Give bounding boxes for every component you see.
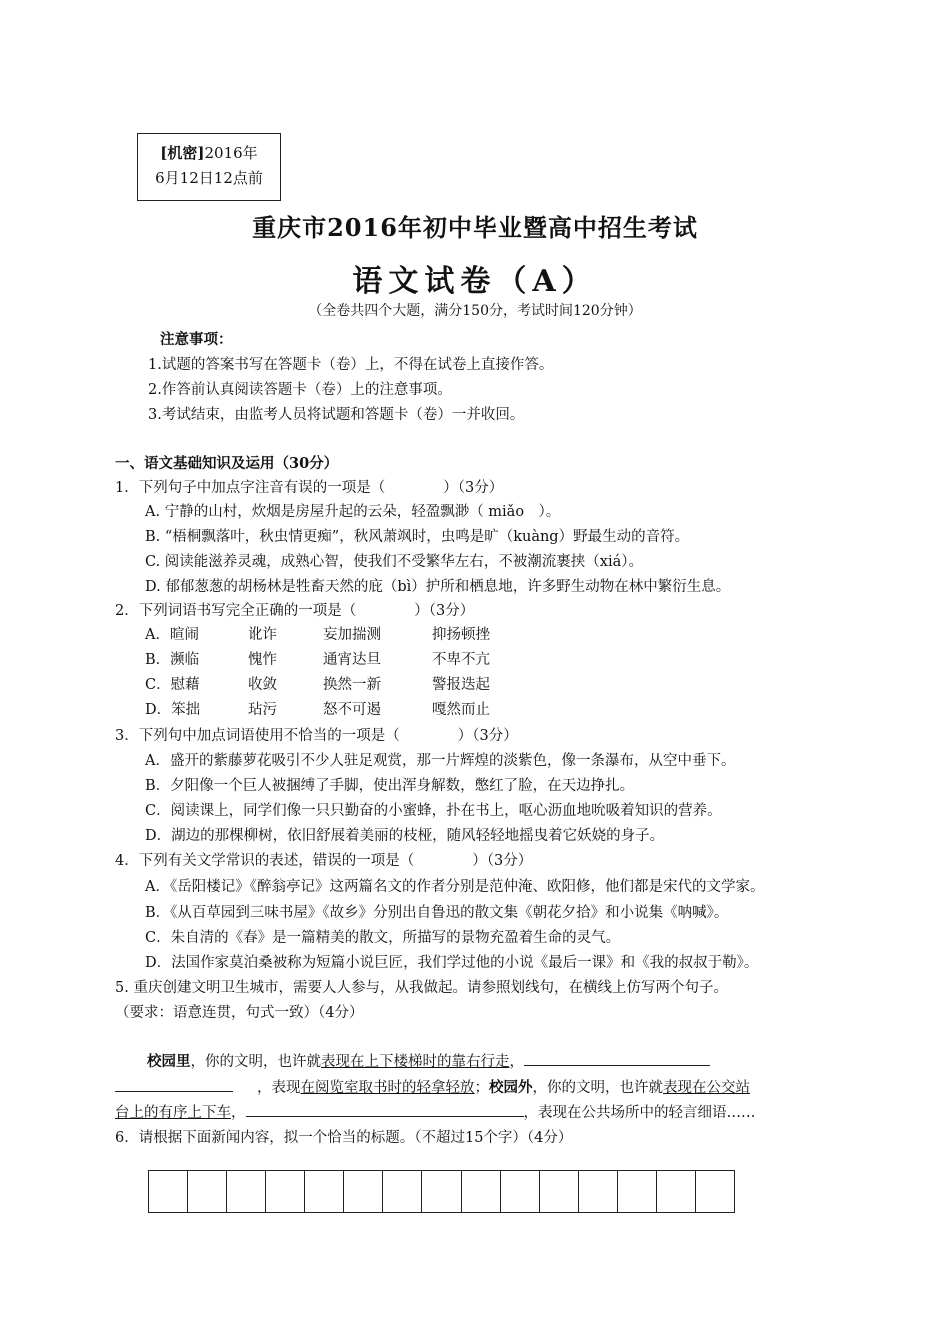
q5-text: ，表现 <box>257 1080 301 1096</box>
answer-cell[interactable] <box>383 1171 422 1212</box>
note-item: 2.作答前认真阅读答题卡（卷）上的注意事项。 <box>148 382 452 398</box>
answer-cell[interactable] <box>462 1171 501 1212</box>
question-4-option: A．《岳阳楼记》《醉翁亭记》这两篇名文的作者分别是范仲淹、欧阳修，他们都是宋代的文学家。 <box>145 879 765 895</box>
answer-cell[interactable] <box>149 1171 188 1212</box>
answer-blank[interactable] <box>115 1077 233 1092</box>
q2-word: 愧怍 <box>248 652 277 668</box>
notes-heading: 注意事项： <box>160 331 233 348</box>
answer-blank[interactable] <box>524 1051 710 1066</box>
answer-cell[interactable] <box>305 1171 344 1212</box>
note-item: 3.考试结束，由监考人员将试题和答题卡（卷）一并收回。 <box>148 407 525 423</box>
answer-cell[interactable] <box>266 1171 305 1212</box>
q5-paragraph-line2 <box>115 1076 750 1097</box>
q5-text: ， <box>231 1105 246 1121</box>
q2-word: 玷污 <box>248 702 277 718</box>
q5-text: ， <box>509 1054 524 1070</box>
q5-example-underlined: 在阅览室取书时的轻拿轻放 <box>300 1080 475 1096</box>
q2-word: 通宵达旦 <box>323 652 381 668</box>
question-1-stem: 1．下列句子中加点字注音有误的一项是（ ）（3分） <box>115 480 504 496</box>
q5-text: ，你的文明，也许就 <box>190 1054 321 1070</box>
question-3-option: C．阅读课上，同学们像一只只勤奋的小蜜蜂，扑在书上，呕心沥血地吮吸着知识的营养。 <box>145 803 722 819</box>
answer-cell[interactable] <box>344 1171 383 1212</box>
question-3-stem: 3．下列句中加点词语使用不恰当的一项是（ ）（3分） <box>115 728 518 744</box>
q5-paragraph-line3 <box>115 1101 756 1122</box>
q2-word: 讹诈 <box>248 627 277 643</box>
confidential-box <box>137 133 281 201</box>
answer-cell[interactable] <box>188 1171 227 1212</box>
question-5-requirement: （要求：语意连贯，句式一致）（4分） <box>115 1005 364 1021</box>
q5-example-underlined: 台上的有序上下车 <box>115 1105 231 1121</box>
secret-label: [机密] <box>160 144 205 162</box>
question-4-option: D．法国作家莫泊桑被称为短篇小说巨匠，我们学过他的小说《最后一课》和《我的叔叔于勒》。 <box>145 955 759 971</box>
answer-cell[interactable] <box>579 1171 618 1212</box>
question-2-stem: 2．下列词语书写完全正确的一项是（ ）（3分） <box>115 603 475 619</box>
q2-word: B．濒临 <box>145 652 200 668</box>
question-4-option: C．朱自清的《春》是一篇精美的散文，所描写的景物充盈着生命的灵气。 <box>145 930 621 946</box>
q2-word: 妄加揣测 <box>323 627 381 643</box>
q5-paragraph-line1 <box>147 1050 710 1071</box>
question-1-option: A. 宁静的山村，炊烟是房屋升起的云朵，轻盈飘渺（ miǎo ）。 <box>145 504 561 520</box>
q2-word: 收敛 <box>248 677 277 693</box>
q5-campus-in: 校园里 <box>147 1053 191 1070</box>
q2-word: 抑扬顿挫 <box>432 627 490 643</box>
secret-year: 2016年 <box>204 144 258 162</box>
q5-example-underlined: 表现在上下楼梯时的靠右行走 <box>321 1054 510 1070</box>
question-3-option: A．盛开的紫藤萝花吸引不少人驻足观赏，那一片辉煌的淡紫色，像一条瀑布，从空中垂下。 <box>145 753 736 769</box>
question-3-option: B．夕阳像一个巨人被捆缚了手脚，使出浑身解数，憋红了脸，在天边挣扎。 <box>145 778 635 794</box>
question-5-stem: 5. 重庆创建文明卫生城市，需要人人参与，从我做起。请参照划线句，在横线上仿写两个句子。 <box>115 980 728 996</box>
q2-word: 怒不可遏 <box>323 702 381 718</box>
q2-word: C．慰藉 <box>145 677 200 693</box>
q2-word: 不卑不亢 <box>432 652 490 668</box>
section-heading: 一、语文基础知识及运用（30分） <box>115 455 339 472</box>
answer-cell[interactable] <box>422 1171 461 1212</box>
question-3-option: D．湖边的那棵柳树，依旧舒展着美丽的枝桠，随风轻轻地摇曳着它妖娆的身子。 <box>145 828 665 844</box>
paper-title: 语文试卷（A） <box>352 264 598 299</box>
answer-cell[interactable] <box>501 1171 540 1212</box>
question-1-option: B. “梧桐飘落叶，秋虫情更痴”，秋风萧飒时，虫鸣是旷（kuàng）野最生动的音符。 <box>145 529 690 545</box>
q2-word: 嘎然而止 <box>432 702 490 718</box>
q5-example-underlined: 表现在公交站 <box>663 1080 750 1096</box>
question-1-option: D. 郁郁葱葱的胡杨林是牲畜天然的庇（bì）护所和栖息地，许多野生动物在林中繁衍生息。 <box>145 579 731 595</box>
answer-cell[interactable] <box>696 1171 734 1212</box>
answer-cell[interactable] <box>618 1171 657 1212</box>
question-1-option: C. 阅读能滋养灵魂，成熟心智，使我们不受繁华左右，不被潮流裹挟（xiá）。 <box>145 554 644 570</box>
exam-title: 重庆市2016年初中毕业暨高中招生考试 <box>252 213 698 242</box>
q5-campus-out: 校园外 <box>489 1079 533 1096</box>
secret-date: 6月12日12点前 <box>155 169 263 187</box>
q2-word: 换然一新 <box>323 677 381 693</box>
q2-word: A．暄闹 <box>145 627 199 643</box>
q5-text: ； <box>474 1080 489 1096</box>
q5-text: ，表现在公共场所中的轻言细语…… <box>523 1105 756 1121</box>
question-6-stem: 6．请根据下面新闻内容，拟一个恰当的标题。（不超过15个字）（4分） <box>115 1130 573 1146</box>
q2-word: D．笨拙 <box>145 702 201 718</box>
answer-cell[interactable] <box>540 1171 579 1212</box>
title-answer-grid[interactable] <box>148 1170 735 1213</box>
question-4-stem: 4．下列有关文学常识的表述，错误的一项是（ ）（3分） <box>115 853 533 869</box>
note-item: 1.试题的答案书写在答题卡（卷）上，不得在试卷上直接作答。 <box>148 357 554 373</box>
answer-cell[interactable] <box>227 1171 266 1212</box>
exam-info: （全卷共四个大题，满分150分，考试时间120分钟） <box>308 303 642 319</box>
q2-word: 警报迭起 <box>432 677 490 693</box>
answer-cell[interactable] <box>657 1171 696 1212</box>
answer-blank[interactable] <box>246 1102 524 1117</box>
q5-text: ，你的文明，也许就 <box>532 1080 663 1096</box>
question-4-option: B．《从百草园到三味书屋》《故乡》分别出自鲁迅的散文集《朝花夕拾》和小说集《呐喊》。 <box>145 905 729 921</box>
